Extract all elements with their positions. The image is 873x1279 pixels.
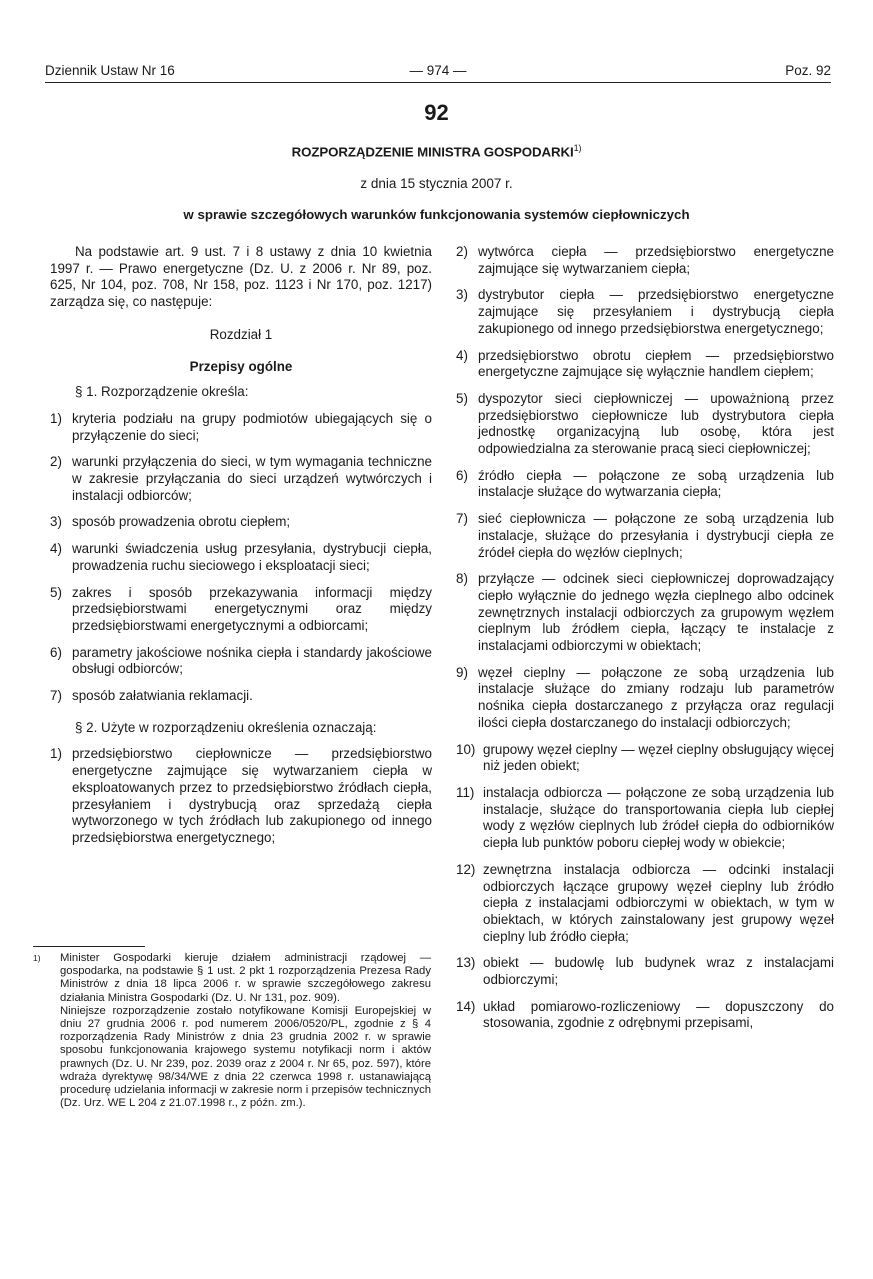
section-2-lead: § 2. Użyte w rozporządzeniu określenia oznaczają: [75, 719, 377, 735]
item-text: przedsiębiorstwo ciepłownicze — przedsiębiorstwo energetyczne zajmujące się wytwarzaniem ciepła w eksploatowanych przez to przedsiębiorstwo źródłach ciepła, przesyłaniem i dystrybucją oraz sprzedażą ciepła wytworzonego w tych źródłach lub zakupionego od innego przedsiębiorstwa energetycznego; [72, 746, 432, 845]
left-column [50, 244, 432, 847]
item-number: 2) [456, 244, 468, 259]
page-header [45, 60, 831, 83]
footnote-paragraph-1: Minister Gospodarki kieruje działem administracji rządowej — gospodarka, na podstawie § 1 ust. 2 pkt 1 rozporządzenia Prezesa Rady Ministrów z dnia 18 lipca 2006 r. w sprawie szczegółowego zakresu działania Ministra Gospodarki (Dz. U. Nr 131, poz. 909). [60, 952, 431, 1004]
item-text: przedsiębiorstwo obrotu ciepłem — przedsiębiorstwo energetyczne zajmujące się wyłącznie handlem ciepłem; [478, 347, 834, 380]
right-column [456, 244, 834, 1032]
item-number: 13) [456, 955, 476, 971]
list-item [50, 688, 432, 705]
list-item [456, 348, 834, 381]
document-title-text: ROZPORZĄDZENIE MINISTRA GOSPODARKI [291, 144, 574, 160]
item-text: grupowy węzeł cieplny — węzeł cieplny obsługujący więcej niż jeden obiekt; [483, 741, 834, 774]
list-item [456, 287, 834, 337]
list-item [50, 746, 432, 846]
item-number: 3) [50, 514, 62, 530]
item-number: 14) [456, 998, 476, 1014]
item-number: 2) [50, 454, 62, 470]
item-number: 10) [456, 741, 476, 757]
list-item [456, 391, 834, 458]
item-number: 9) [456, 664, 468, 680]
list-item [50, 411, 432, 444]
item-text: obiekt — budowlę lub budynek wraz z instalacjami odbiorczymi; [483, 955, 834, 988]
item-text: węzeł cieplny — połączone ze sobą urządzenia lub instalacje służące do zmiany rodzaju lub parametrów nośnika ciepła dostarczanego z przyłącza oraz regulacji ilości ciepła dostarczanego do instalacji odbiorczych; [478, 664, 834, 730]
item-text: warunki przyłączenia do sieci, w tym wymagania techniczne w zakresie przyłączania do sieci urządzeń wytwórczych i instalacji odbiorców; [72, 454, 432, 503]
document-number: 92 [424, 100, 449, 125]
list-item [456, 785, 834, 852]
item-text: instalacja odbiorcza — połączone ze sobą urządzenia lub instalacje, służące do transportowania ciepła lub ciepłej wody z węzłów cieplnych lub źródeł ciepła do odbiorników ciepła lub punktów poboru ciepłej wody w obiekcie; [483, 784, 834, 851]
item-number: 7) [456, 511, 468, 527]
item-text: źródło ciepła — połączone ze sobą urządzenia lub instalacje służące do wytwarzania ciepła; [478, 467, 834, 500]
list-item [50, 514, 432, 531]
item-number: 11) [456, 784, 475, 800]
item-number: 6) [50, 644, 62, 660]
list-item [456, 862, 834, 946]
list-item [50, 454, 432, 504]
footnote-divider [33, 946, 145, 947]
title-footnote-mark: 1) [573, 143, 582, 153]
list-item [456, 244, 834, 277]
footnote-mark: 1) [33, 953, 41, 963]
list-item [456, 955, 834, 988]
list-item [456, 571, 834, 655]
item-text: parametry jakościowe nośnika ciepła i standardy jakościowe obsługi odbiorców; [72, 644, 432, 677]
item-number: 5) [50, 584, 62, 600]
list-item [50, 645, 432, 678]
page-number: — 974 — [409, 63, 467, 78]
footnote [33, 952, 431, 1110]
item-text: dyspozytor sieci ciepłowniczej — upoważnioną przez przedsiębiorstwo ciepłownicze lub dystrybutora ciepła jednostkę organizacyjną lub osobę, która jest odpowiedzialna za sterowanie pracą sieci ciepłowniczej; [478, 390, 834, 457]
item-number: 4) [456, 347, 468, 363]
list-item [456, 511, 834, 561]
item-number: 8) [456, 571, 468, 587]
item-number: 5) [456, 390, 468, 406]
footnote-paragraph-2: Niniejsze rozporządzenie zostało notyfikowane Komisji Europejskiej w dniu 27 grudnia 2006 r. pod numerem 2006/0520/PL, zgodnie z § 4 rozporządzenia Rady Ministrów z dnia 23 grudnia 2002 r. w sprawie sposobu funkcjonowania krajowego systemu notyfikacji norm i aktów prawnych (Dz. U. Nr 239, poz. 2039 oraz z 2004 r. Nr 65, poz. 597), które wdraża dyrektywę 98/34/WE z dnia 22 czerwca 1998 r. ustanawiającą procedurę udzielania informacji w zakresie norm i przepisów technicznych (Dz. Urz. WE L 204 z 21.07.1998 r., z późn. zm.). [60, 1004, 431, 1110]
item-text: warunki świadczenia usług przesyłania, dystrybucji ciepła, prowadzenia ruchu sieciowego i eksploatacji sieci; [72, 541, 432, 573]
item-text: zewnętrzna instalacja odbiorcza — odcinki instalacji odbiorczych łączące grupowy węzeł cieplny lub źródło ciepła z instalacjami odbiorczymi w obiektach, w tym w obiektach, w których zainstalowany jest grupowy węzeł cieplny lub źródło ciepła; [483, 861, 834, 944]
list-item [456, 742, 834, 775]
list-item [456, 665, 834, 732]
item-number: 3) [456, 287, 468, 303]
intro-paragraph: Na podstawie art. 9 ust. 7 i 8 ustawy z dnia 10 kwietnia 1997 r. — Prawo energetyczne (Dz. U. z 2006 r. Nr 89, poz. 625, Nr 104, poz. 708, Nr 158, poz. 1123 i Nr 170, poz. 1217) zarządza się, co następuje: [50, 244, 432, 310]
item-number: 1) [50, 410, 62, 426]
item-text: sposób załatwiania reklamacji. [72, 688, 253, 704]
position-number: Poz. 92 [785, 63, 831, 78]
item-text: sieć ciepłownicza — połączone ze sobą urządzenia lub instalacje, służące do przesyłania i dystrybucji ciepła ze źródeł ciepła do węzłów cieplnych; [478, 511, 834, 560]
item-text: kryteria podziału na grupy podmiotów ubiegających się o przyłączenie do sieci; [72, 410, 432, 443]
journal-name: Dziennik Ustaw Nr 16 [45, 63, 175, 78]
list-item [456, 468, 834, 501]
item-number: 7) [50, 688, 62, 704]
item-number: 6) [456, 467, 468, 483]
item-text: układ pomiarowo-rozliczeniowy — dopuszczony do stosowania, zgodnie z odrębnymi przepisami, [483, 998, 834, 1031]
list-item [50, 585, 432, 635]
document-subject: w sprawie szczegółowych warunków funkcjonowania systemów ciepłowniczych [183, 207, 690, 222]
item-number: 1) [50, 746, 62, 762]
item-number: 4) [50, 541, 62, 557]
document-title [0, 143, 873, 159]
list-item [456, 999, 834, 1032]
section-1-lead: § 1. Rozporządzenie określa: [75, 384, 249, 400]
item-number: 12) [456, 861, 476, 877]
chapter-title: Przepisy ogólne [189, 358, 293, 374]
list-item [50, 541, 432, 574]
item-text: zakres i sposób przekazywania informacji między przedsiębiorstwami energetycznymi oraz między przedsiębiorstwami energetycznymi a odbiorcami; [72, 584, 432, 633]
chapter-label: Rozdział 1 [209, 326, 273, 342]
item-text: dystrybutor ciepła — przedsiębiorstwo energetyczne zajmujące się przesyłaniem i dystrybucją ciepła zakupionego od innego przedsiębiorstwa energetycznego; [478, 287, 834, 336]
document-date: z dnia 15 stycznia 2007 r. [360, 176, 513, 191]
item-text: sposób prowadzenia obrotu ciepłem; [72, 514, 291, 530]
item-text: przyłącze — odcinek sieci ciepłowniczej doprowadzający ciepło wyłącznie do jednego węzła cieplnego albo odcinek zewnętrznych instalacji odbiorczych za grupowym węzłem cieplnym lub źródłem ciepła, łączący te instalacje z instalacjami odbiorczymi w obiektach; [478, 571, 834, 654]
item-text: wytwórca ciepła — przedsiębiorstwo energetyczne zajmujące się wytwarzaniem ciepła; [478, 244, 834, 276]
